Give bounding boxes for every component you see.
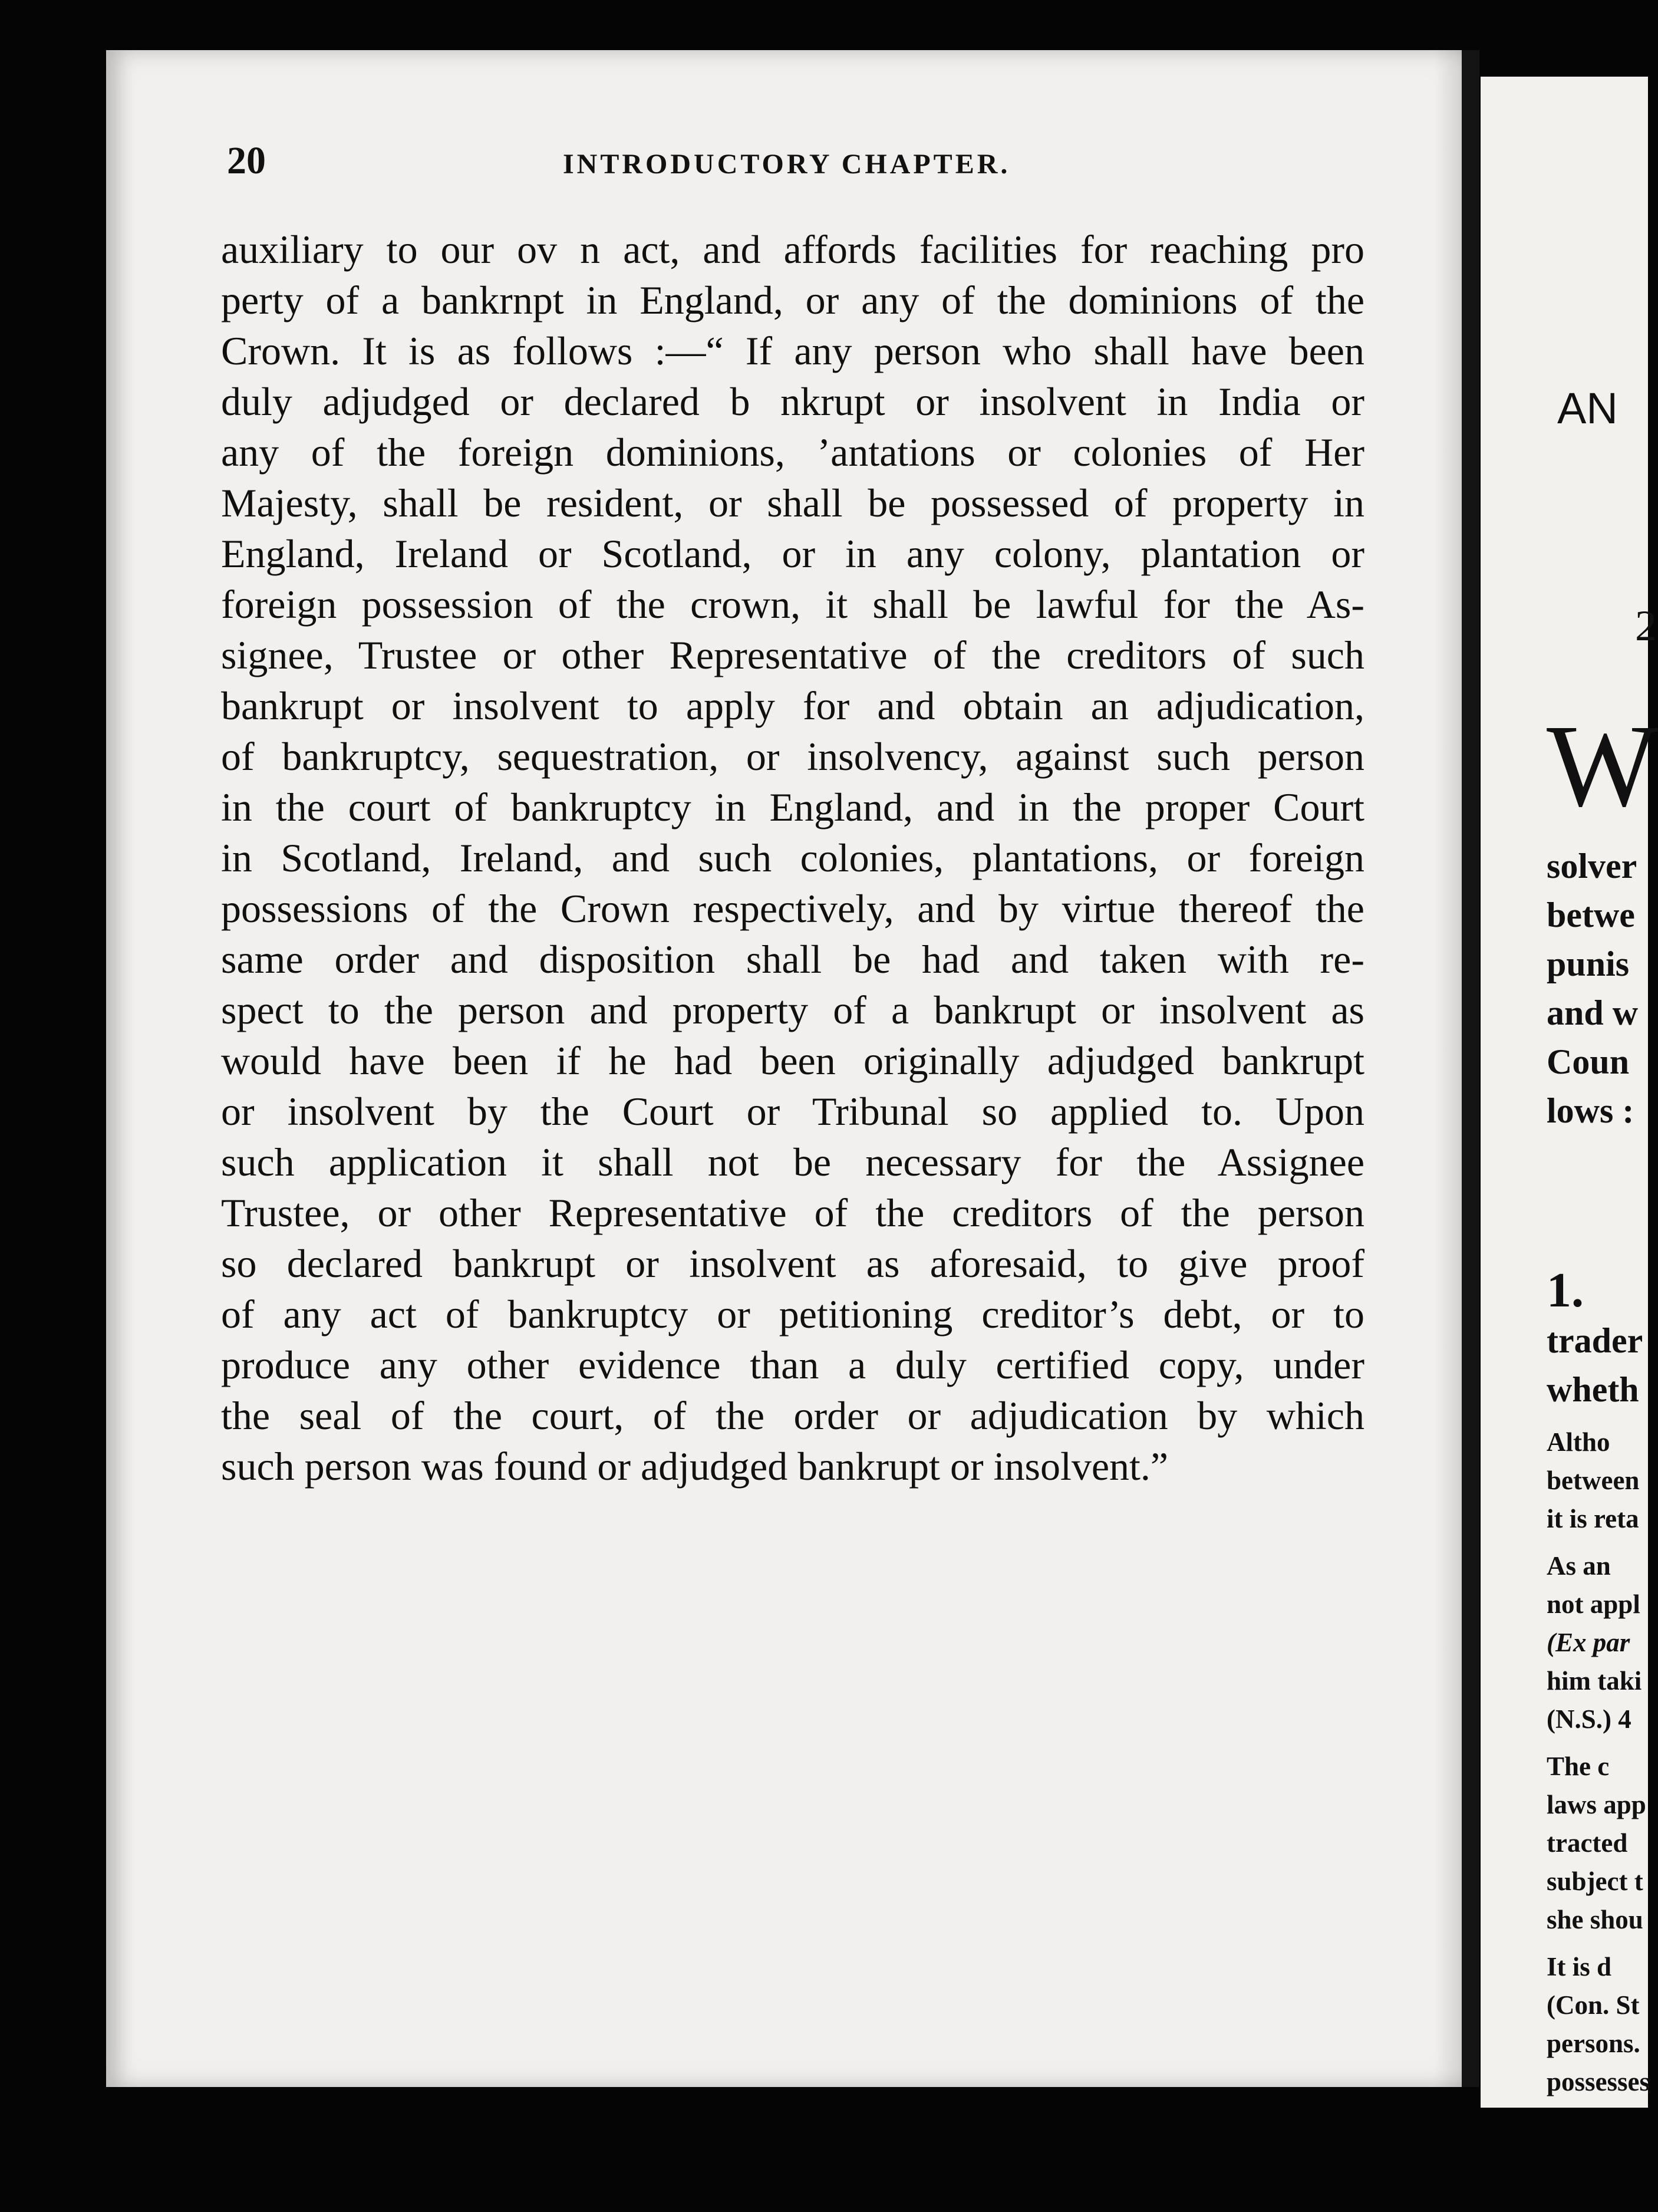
right-page-note-fragment: she shou bbox=[1547, 1905, 1643, 1934]
book-gutter bbox=[1462, 50, 1479, 2087]
text-line: spect to the person and property of a bankrupt or insolvent as bbox=[221, 988, 1364, 1032]
right-page-note-fragment: (N.S.) 4 bbox=[1547, 1704, 1631, 1734]
text-line: bankrupt or insolvent to apply for and obtain an adjudication, bbox=[221, 683, 1364, 728]
body-text bbox=[221, 224, 1364, 1492]
text-line: Trustee, or other Representative of the creditors of the person bbox=[221, 1190, 1364, 1235]
right-page-note-fragment: persons. bbox=[1547, 2029, 1640, 2058]
text-line: of bankruptcy, sequestration, or insolvency, against such person bbox=[221, 734, 1364, 779]
text-line: produce any other evidence than a duly certified copy, under bbox=[221, 1342, 1364, 1387]
text-line: of any act of bankruptcy or petitioning creditor’s debt, or to bbox=[221, 1292, 1364, 1337]
right-page-note-fragment: (Con. St bbox=[1547, 1990, 1640, 2020]
right-page bbox=[1481, 77, 1658, 2108]
page-number: 20 bbox=[227, 139, 266, 182]
chapter-title: INTRODUCTORY CHAPTER. bbox=[563, 149, 1011, 180]
text-line: would have been if he had been originally adjudged bankrupt bbox=[221, 1038, 1364, 1083]
right-page-note-fragment: laws app bbox=[1547, 1790, 1646, 1819]
right-page-note-fragment: (Ex par bbox=[1547, 1628, 1630, 1657]
right-page-body-fragment: betwe bbox=[1547, 896, 1635, 934]
text-line: duly adjudged or declared b nkrupt or insolvent in India or bbox=[221, 379, 1364, 424]
right-page-heading-fragment: AN bbox=[1557, 384, 1618, 433]
right-page-number-fragment: 2 bbox=[1635, 602, 1657, 650]
right-page-note-fragment: subject t bbox=[1547, 1867, 1643, 1896]
text-line: Crown. It is as follows :—“ If any person who shall have been bbox=[221, 328, 1364, 373]
text-line: perty of a bankrnpt in England, or any of the dominions of the bbox=[221, 278, 1364, 322]
text-line: the seal of the court, of the order or adjudication by which bbox=[221, 1393, 1364, 1438]
right-page-note-fragment: not appl bbox=[1547, 1589, 1640, 1619]
text-line: possessions of the Crown respectively, and by virtue thereof the bbox=[221, 886, 1364, 931]
right-page-section-fragment: trader bbox=[1547, 1321, 1643, 1360]
text-line: in Scotland, Ireland, and such colonies, plantations, or foreign bbox=[221, 835, 1364, 880]
right-page-note-fragment: him taki bbox=[1547, 1666, 1642, 1696]
right-page-note-fragment: Altho bbox=[1547, 1427, 1610, 1457]
text-line: such person was found or adjudged bankrupt or insolvent.” bbox=[221, 1444, 1169, 1489]
text-line: in the court of bankruptcy in England, and in the proper Court bbox=[221, 785, 1364, 830]
text-line: same order and disposition shall be had and taken with re- bbox=[221, 937, 1364, 982]
right-page-note-fragment: it is reta bbox=[1547, 1504, 1639, 1533]
right-page-body-fragment: and w bbox=[1547, 993, 1639, 1032]
text-line: Majesty, shall be resident, or shall be possessed of property in bbox=[221, 480, 1364, 525]
right-page-note-fragment: As an bbox=[1547, 1551, 1611, 1581]
right-page-note-fragment: between bbox=[1547, 1466, 1640, 1495]
right-page-section-fragment: wheth bbox=[1547, 1370, 1639, 1409]
right-page-section-number: 1. bbox=[1547, 1263, 1584, 1318]
text-line: or insolvent by the Court or Tribunal so applied to. Upon bbox=[221, 1089, 1364, 1134]
right-page-body-fragment: punis bbox=[1547, 944, 1630, 983]
right-page-body-fragment: lows : bbox=[1547, 1091, 1634, 1130]
right-page-note-fragment: The c bbox=[1547, 1752, 1610, 1781]
text-line: auxiliary to our ov n act, and affords facilities for reaching pro bbox=[221, 227, 1364, 272]
text-line: signee, Trustee or other Representative of the creditors of such bbox=[221, 633, 1364, 677]
right-page-note-fragment: tracted bbox=[1547, 1828, 1628, 1858]
right-page-drop-cap: W bbox=[1547, 701, 1658, 831]
right-page-note-fragment: It is d bbox=[1547, 1952, 1612, 1981]
running-head bbox=[118, 139, 1061, 198]
text-line: such application it shall not be necessary for the Assignee bbox=[221, 1140, 1364, 1184]
right-page-body-fragment: solver bbox=[1547, 847, 1637, 886]
text-line: so declared bankrupt or insolvent as aforesaid, to give proof bbox=[221, 1241, 1364, 1286]
text-line: any of the foreign dominions, ’antations or colonies of Her bbox=[221, 430, 1364, 475]
text-line: foreign possession of the crown, it shall be lawful for the As- bbox=[221, 582, 1364, 627]
right-page-note-fragment: possesses bbox=[1547, 2067, 1650, 2096]
right-page-body-fragment: Coun bbox=[1547, 1042, 1630, 1081]
text-line: England, Ireland or Scotland, or in any colony, plantation or bbox=[221, 531, 1364, 576]
